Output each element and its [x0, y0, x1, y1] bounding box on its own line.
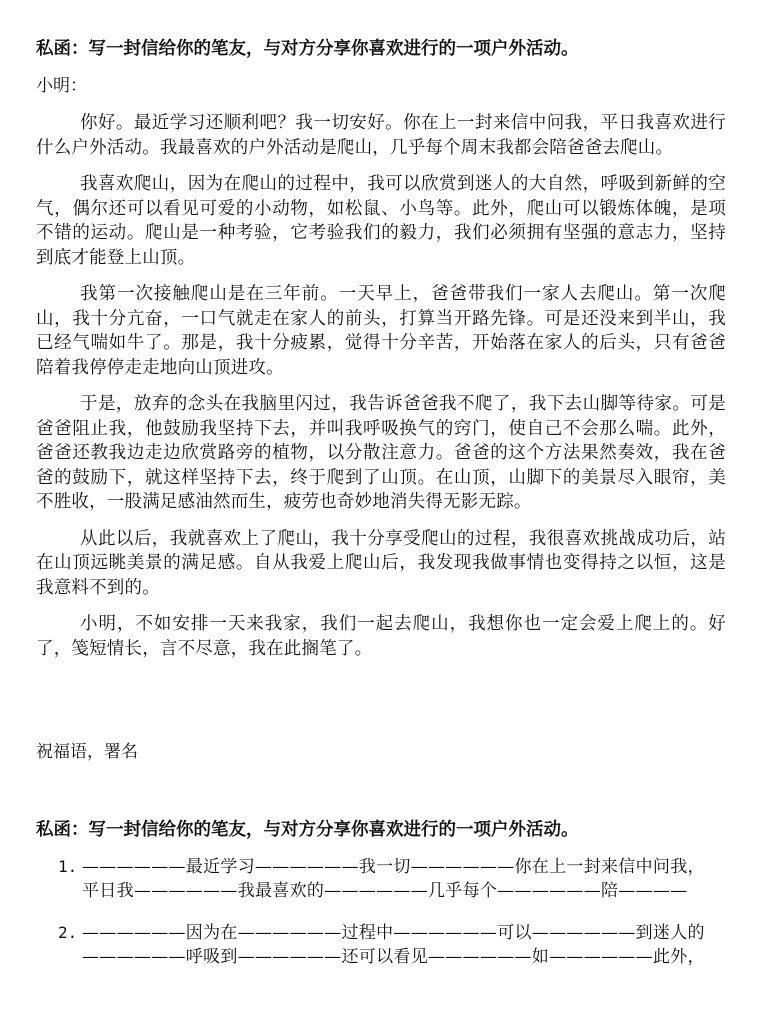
exercise-title: 私函：写一封信给你的笔友，与对方分享你喜欢进行的一项户外活动。 [36, 820, 579, 840]
exercise-line: ——————呼吸到——————还可以看见——————如——————此外， [82, 947, 705, 967]
exercise-item [58, 921, 734, 969]
exercise-line: ——————因为在——————过程中——————可以——————到迷人的 [82, 923, 705, 943]
paragraph: 你好。最近学习还顺利吧？我一切安好。你在上一封来信中问我，平日我喜欢进行什么户外活动。我最喜欢的户外活动是爬山，几乎每个周末我都会陪爸爸去爬山。 [36, 113, 726, 158]
exercise-line: ——————最近学习——————我一切——————你在上一封来信中问我， [82, 857, 705, 877]
sign-off: 祝福语，署名 [36, 742, 138, 762]
exercise-list [58, 855, 734, 987]
paragraph: 从此以后，我就喜欢上了爬山，我十分享受爬山的过程，我很喜欢挑战成功后，站在山顶远眺美景的满足感。自从我爱上爬山后，我发现我做事情也变得持之以恒，这是我意料不到的。 [36, 528, 726, 598]
exercise-item [58, 855, 734, 903]
paragraph: 小明，不如安排一天来我家，我们一起去爬山，我想你也一定会爱上爬上的。好了，笺短情长，言不尽意，我在此搁笔了。 [36, 614, 726, 659]
letter-title: 私函：写一封信给你的笔友，与对方分享你喜欢进行的一项户外活动。 [36, 39, 579, 59]
letter-body [36, 111, 726, 673]
salutation: 小明： [36, 76, 87, 96]
exercise-number: 2. [58, 923, 78, 942]
paragraph: 我第一次接触爬山是在三年前。一天早上，爸爸带我们一家人去爬山。第一次爬山，我十分亢奋，一口气就走在家人的前头，打算当开路先锋。可是还没来到半山，我已经气喘如牛了。那是，我十分疲累，觉得十分辛苦，开始落在家人的后头，只有爸爸陪着我停停走走地向山顶进攻。 [36, 284, 726, 378]
paragraph: 于是，放弃的念头在我脑里闪过，我告诉爸爸我不爬了，我下去山脚等待家。可是爸爸阻止我，他鼓励我坚持下去，并叫我呼吸换气的窍门，使自己不会那么喘。此外，爸爸还教我边走边欣赏路旁的植物，以分散注意力。爸爸的这个方法果然奏效，我在爸爸的鼓励下，就这样坚持下去，终于爬到了山顶。在山顶，山脚下的美景尽入眼帘，美不胜收，一股满足感油然而生，疲劳也奇妙地消失得无影无踪。 [36, 394, 726, 512]
exercise-number: 1. [58, 857, 78, 876]
paragraph: 我喜欢爬山，因为在爬山的过程中，我可以欣赏到迷人的大自然，呼吸到新鲜的空气，偶尔还可以看见可爱的小动物，如松鼠、小鸟等。此外，爬山可以锻炼体魄，是项不错的运动。爬山是一种考验，它考验我们的毅力，我们必须拥有坚强的意志力，坚持到底才能登上山顶。 [36, 174, 726, 268]
exercise-line: 平日我——————我最喜欢的——————几乎每个——————陪———— [82, 881, 688, 901]
